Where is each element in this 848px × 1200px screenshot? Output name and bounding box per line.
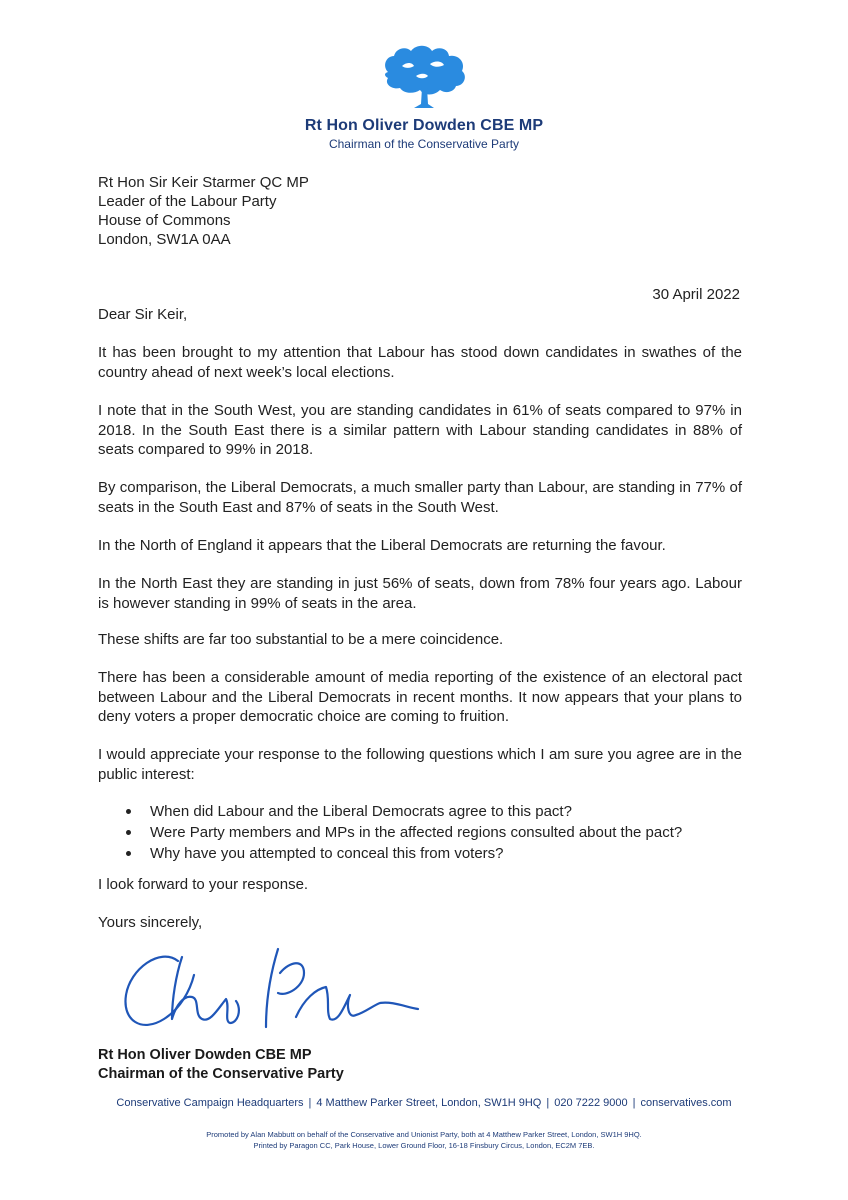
body-paragraph: I note that in the South West, you are standing candidates in 61% of seats compared to 97% in 2018. In the South East there is a similar pattern with Labour standing candidates in 88% of seats compared to 99% in 2018. [98, 402, 742, 458]
imprint-promoted: Promoted by Alan Mabbutt on behalf of the Conservative and Unionist Party, both at 4 Matthew Parker Street, London, SW1H 9HQ. [206, 1130, 642, 1139]
letterhead-role: Chairman of the Conservative Party [328, 137, 520, 151]
footer-separator: | [546, 1097, 550, 1109]
footer-separator: | [632, 1097, 636, 1109]
signoff: Yours sincerely, [98, 914, 203, 931]
address-line: Rt Hon Sir Keir Starmer QC MP [98, 174, 309, 191]
question-text: When did Labour and the Liberal Democrats agree to this pact? [150, 803, 572, 820]
bullet-icon [126, 830, 131, 835]
bullet-icon [126, 809, 131, 814]
address-line: Leader of the Labour Party [98, 193, 277, 210]
body-paragraph: In the North East they are standing in just 56% of seats, down from 78% four years ago. Labour is however standing in 99% of seats in the area. [98, 575, 742, 612]
address-line: House of Commons [98, 212, 231, 229]
letterhead-name: Rt Hon Oliver Dowden CBE MP [304, 117, 544, 134]
body-paragraph: These shifts are far too substantial to be a mere coincidence. [98, 631, 504, 648]
letter-date: 30 April 2022 [652, 286, 740, 303]
body-paragraph: It has been brought to my attention that Labour has stood down candidates in swathes of the country ahead of next week’s local elections. [98, 344, 742, 381]
handwritten-signature [120, 935, 420, 1040]
closing-line: I look forward to your response. [98, 876, 309, 893]
footer-phone: 020 7222 9000 [554, 1097, 628, 1109]
oak-tree-logo-icon [378, 42, 470, 112]
salutation: Dear Sir Keir, [98, 306, 188, 323]
imprint-printed: Printed by Paragon CC, Park House, Lower Ground Floor, 16-18 Finsbury Circus, London, EC2M 7EB. [253, 1141, 595, 1150]
body-paragraph: There has been a considerable amount of media reporting of the existence of an electoral pact between Labour and the Liberal Democrats in recent months. It now appears that your plans to deny voters a proper democratic choice are coming to fruition. [98, 669, 742, 725]
bullet-icon [126, 851, 131, 856]
footer-separator: | [308, 1097, 312, 1109]
list-item [98, 843, 742, 864]
body-paragraph: I would appreciate your response to the following questions which I am sure you agree are in the public interest: [98, 746, 742, 783]
signatory-name: Rt Hon Oliver Dowden CBE MP [98, 1047, 312, 1063]
signatory-role: Chairman of the Conservative Party [98, 1066, 344, 1082]
footer-org: Conservative Campaign Headquarters [116, 1097, 304, 1109]
question-text: Were Party members and MPs in the affected regions consulted about the pact? [150, 824, 683, 841]
question-text: Why have you attempted to conceal this from voters? [150, 845, 504, 862]
footer-website[interactable]: conservatives.com [640, 1097, 732, 1109]
recipient-address [98, 173, 309, 249]
questions-list [98, 801, 742, 864]
footer-contact [0, 1097, 848, 1109]
body-paragraph: In the North of England it appears that the Liberal Democrats are returning the favour. [98, 537, 666, 554]
list-item [98, 801, 742, 822]
address-line: London, SW1A 0AA [98, 231, 231, 248]
list-item [98, 822, 742, 843]
footer-address: 4 Matthew Parker Street, London, SW1H 9HQ [316, 1097, 542, 1109]
body-paragraph: By comparison, the Liberal Democrats, a much smaller party than Labour, are standing in 77% of seats in the South East and 87% of seats in the South West. [98, 479, 742, 516]
